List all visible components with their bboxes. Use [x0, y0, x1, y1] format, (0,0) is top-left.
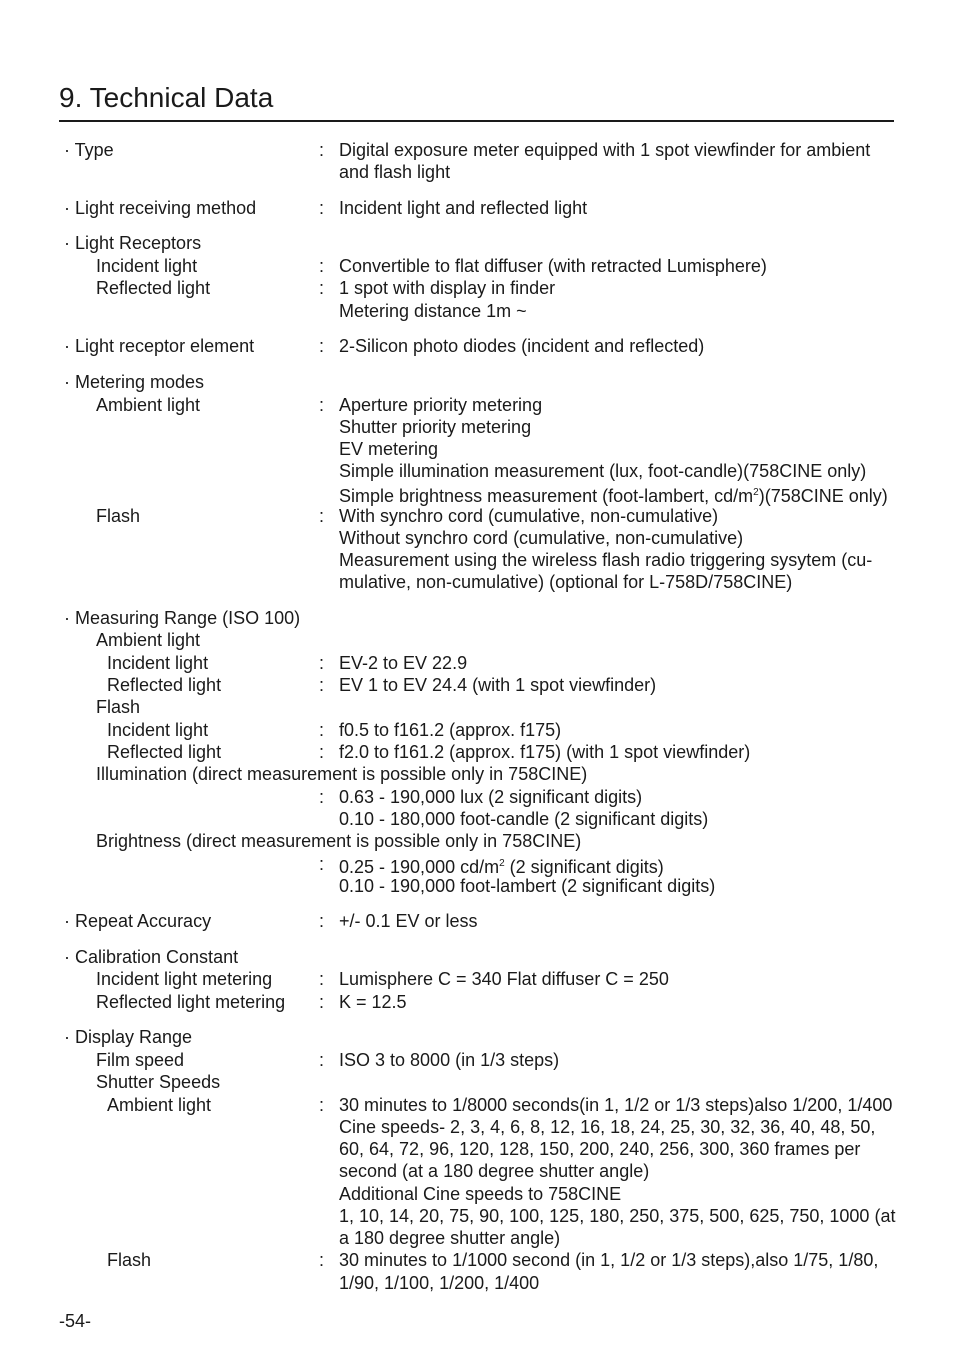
- colon: :: [319, 506, 325, 526]
- colon: :: [319, 278, 325, 298]
- spec-label-type: · Type: [64, 140, 114, 160]
- spec-value: 1/90, 1/100, 1/200, 1/400: [339, 1273, 540, 1293]
- spec-value: EV metering: [339, 439, 439, 459]
- spec-label-metering-modes: · Metering modes: [64, 372, 205, 392]
- spec-value: Additional Cine speeds to 758CINE: [339, 1184, 622, 1204]
- colon: :: [319, 787, 325, 807]
- colon: :: [319, 395, 325, 415]
- spec-value: 30 minutes to 1/8000 seconds(in 1, 1/2 or 1/3 steps)also 1/200, 1/400: [339, 1095, 893, 1115]
- spec-value: Cine speeds- 2, 3, 4, 6, 8, 12, 16, 18, 24, 25, 30, 32, 36, 40, 48, 50,: [339, 1117, 876, 1137]
- superscript: 2: [753, 487, 759, 498]
- spec-label-measuring-range: · Measuring Range (ISO 100): [64, 608, 301, 628]
- spec-sublabel: Flash: [96, 506, 141, 526]
- spec-sublabel: Ambient light: [96, 395, 201, 415]
- colon: :: [319, 256, 325, 276]
- spec-value: Measurement using the wireless flash radio triggering sysytem (cu-: [339, 550, 873, 570]
- spec-value: Without synchro cord (cumulative, non-cumulative): [339, 528, 744, 548]
- spec-value: 0.10 - 190,000 foot-lambert (2 significant digits): [339, 876, 716, 896]
- spec-value: Aperture priority metering: [339, 395, 543, 415]
- spec-sublabel: Flash: [96, 697, 141, 717]
- colon: :: [319, 992, 325, 1012]
- spec-value: a 180 degree shutter angle): [339, 1228, 561, 1248]
- spec-value: EV-2 to EV 22.9: [339, 653, 468, 673]
- spec-value: 60, 64, 72, 96, 120, 128, 150, 200, 240, 256, 300, 360 frames per: [339, 1139, 861, 1159]
- spec-value: 1 spot with display in finder: [339, 278, 556, 298]
- spec-sublabel: Reflected light: [107, 742, 222, 762]
- spec-value-receptor-element: 2-Silicon photo diodes (incident and reflected): [339, 336, 705, 356]
- spec-sublabel: Reflected light: [107, 675, 222, 695]
- colon: :: [319, 854, 325, 874]
- text-run: Simple brightness measurement (foot-lambert, cd/m: [339, 486, 754, 506]
- spec-value: 0.10 - 180,000 foot-candle (2 significant digits): [339, 809, 709, 829]
- text-run: (2 significant digits): [504, 857, 664, 877]
- spec-value-receiving-method: Incident light and reflected light: [339, 198, 588, 218]
- spec-label-receptors: · Light Receptors: [64, 233, 202, 253]
- text-run: 0.25 - 190,000 cd/m: [339, 857, 500, 877]
- spec-sublabel: Reflected light metering: [96, 992, 286, 1012]
- colon: :: [319, 198, 325, 218]
- spec-value: [339, 482, 888, 507]
- spec-value: ISO 3 to 8000 (in 1/3 steps): [339, 1050, 560, 1070]
- spec-sublabel: Ambient light: [107, 1095, 212, 1115]
- spec-sublabel: Incident light: [107, 653, 209, 673]
- colon: :: [319, 1250, 325, 1270]
- spec-sublabel: Reflected light: [96, 278, 211, 298]
- colon: :: [319, 742, 325, 762]
- text-run: )(758CINE only): [758, 486, 888, 506]
- colon: :: [319, 1095, 325, 1115]
- spec-sublabel: Flash: [107, 1250, 152, 1270]
- spec-value: mulative, non-cumulative) (optional for L-758D/758CINE): [339, 572, 793, 592]
- spec-value: EV 1 to EV 24.4 (with 1 spot viewfinder): [339, 675, 657, 695]
- spec-value: f2.0 to f161.2 (approx. f175) (with 1 spot viewfinder): [339, 742, 751, 762]
- spec-sublabel: Incident light metering: [96, 969, 273, 989]
- colon: :: [319, 720, 325, 740]
- spec-value: 0.63 - 190,000 lux (2 significant digits): [339, 787, 643, 807]
- spec-value: K = 12.5: [339, 992, 407, 1012]
- spec-sublabel: Film speed: [96, 1050, 185, 1070]
- spec-label-repeat-accuracy: · Repeat Accuracy: [64, 911, 212, 931]
- spec-value: Shutter priority metering: [339, 417, 532, 437]
- colon: :: [319, 969, 325, 989]
- spec-label-calibration: · Calibration Constant: [64, 947, 239, 967]
- colon: :: [319, 911, 325, 931]
- spec-value-type: Digital exposure meter equipped with 1 spot viewfinder for ambient: [339, 140, 871, 160]
- spec-sublabel: Ambient light: [96, 630, 201, 650]
- spec-sublabel: Incident light: [107, 720, 209, 740]
- colon: :: [319, 675, 325, 695]
- spec-sublabel: Shutter Speeds: [96, 1072, 221, 1092]
- spec-value-repeat-accuracy: +/- 0.1 EV or less: [339, 911, 478, 931]
- spec-label-display-range: · Display Range: [64, 1027, 193, 1047]
- colon: :: [319, 653, 325, 673]
- spec-sublabel: Brightness (direct measurement is possible only in 758CINE): [96, 831, 582, 851]
- spec-value: Metering distance 1m ~: [339, 301, 527, 321]
- spec-value: 30 minutes to 1/1000 second (in 1, 1/2 or 1/3 steps),also 1/75, 1/80,: [339, 1250, 879, 1270]
- spec-value: With synchro cord (cumulative, non-cumulative): [339, 506, 719, 526]
- colon: :: [319, 336, 325, 356]
- spec-value: f0.5 to f161.2 (approx. f175): [339, 720, 562, 740]
- spec-value: Lumisphere C = 340 Flat diffuser C = 250: [339, 969, 669, 989]
- spec-label-receptor-element: · Light receptor element: [64, 336, 255, 356]
- spec-sublabel: Incident light: [96, 256, 198, 276]
- spec-value: second (at a 180 degree shutter angle): [339, 1161, 650, 1181]
- superscript: 2: [499, 858, 505, 869]
- spec-value: Convertible to flat diffuser (with retracted Lumisphere): [339, 256, 767, 276]
- spec-value-type: and flash light: [339, 162, 451, 182]
- colon: :: [319, 140, 325, 160]
- page-title: 9. Technical Data: [59, 82, 274, 113]
- page-number: -54-: [59, 1311, 92, 1331]
- title-rule: [59, 120, 894, 122]
- colon: :: [319, 1050, 325, 1070]
- spec-value: 1, 10, 14, 20, 75, 90, 100, 125, 180, 250, 375, 500, 625, 750, 1000 (at: [339, 1206, 896, 1226]
- spec-sublabel: Illumination (direct measurement is possible only in 758CINE): [96, 764, 588, 784]
- spec-label-receiving-method: · Light receiving method: [64, 198, 257, 218]
- spec-value: Simple illumination measurement (lux, foot-candle)(758CINE only): [339, 461, 867, 481]
